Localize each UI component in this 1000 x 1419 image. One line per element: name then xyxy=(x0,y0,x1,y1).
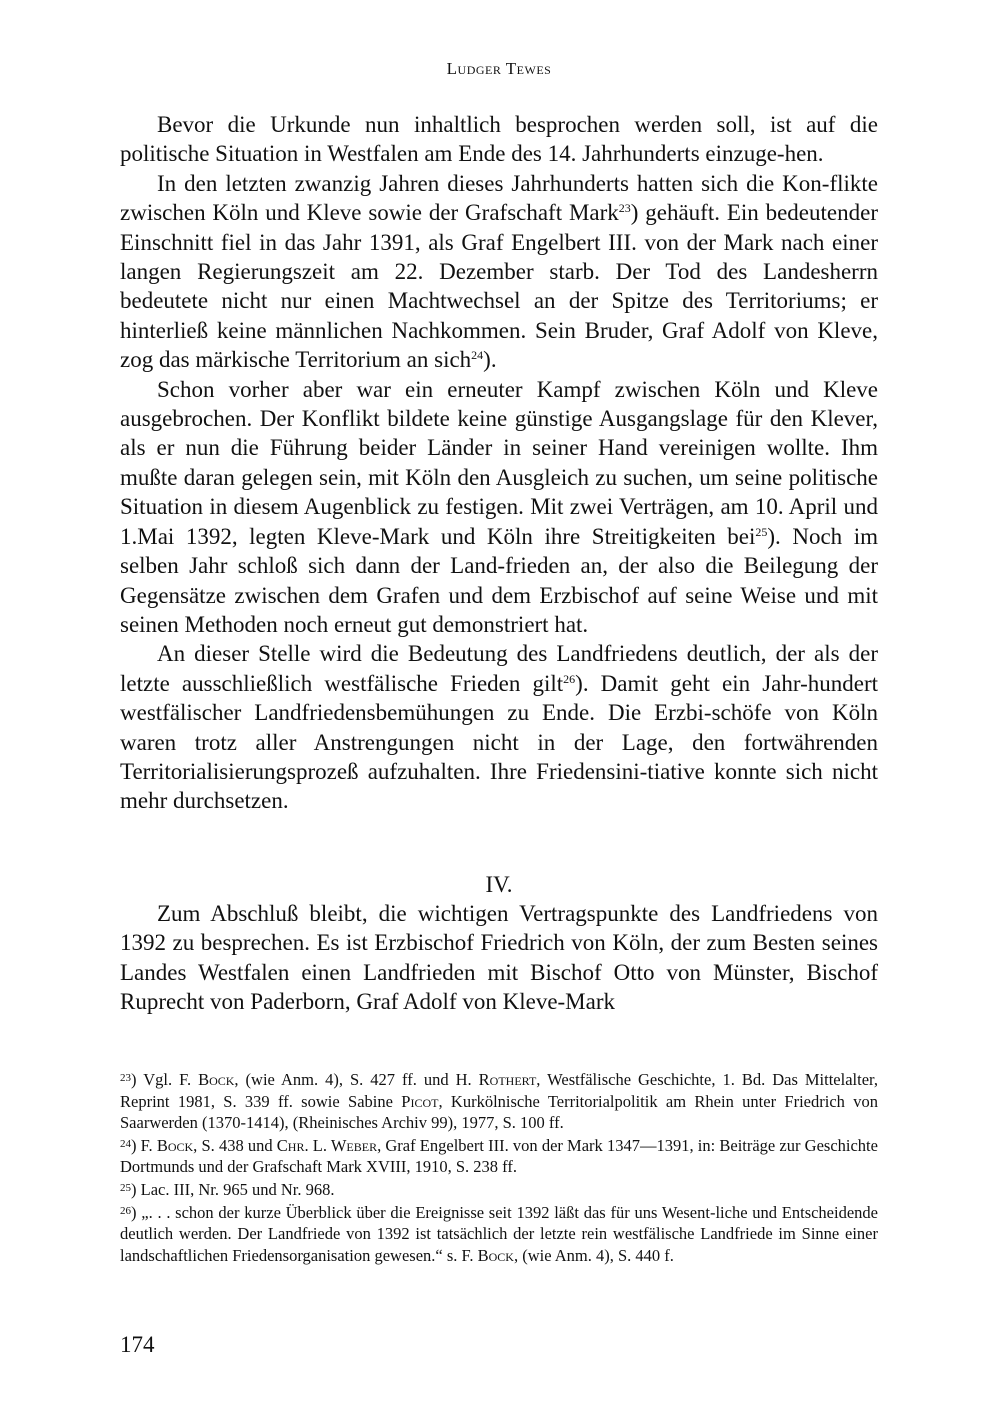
page-number: 174 xyxy=(120,1332,155,1357)
footnote-reference[interactable]: 24 xyxy=(471,348,484,363)
author-name: Bock xyxy=(198,1070,235,1089)
footnote xyxy=(120,1178,878,1201)
body-paragraph xyxy=(120,375,878,640)
author-name: Picot xyxy=(401,1091,439,1111)
body-paragraph xyxy=(120,169,878,375)
footnote-reference[interactable]: 25 xyxy=(755,524,768,539)
paragraph-text: An dieser Stelle wird die Bedeutung des Landfriedens deutlich, der als der letzte ausschließlich westfälische Frieden gilt xyxy=(120,641,878,696)
footnote-text: ) Lac. III, Nr. 965 und Nr. 968. xyxy=(131,1179,335,1199)
footnote-text: ) „. . . schon der kurze Überblick über die Ereignisse seit 1392 läßt das für uns Wesent-liche und Entscheidende deutlich werden. Der Landfriede von 1392 ist tatsächlich der letzte rein westfälische Landfriede im Sinne einer landschaftlichen Friedensorganisation gewesen.“ s. F. xyxy=(120,1202,878,1265)
footnote-reference[interactable]: 23 xyxy=(618,201,631,216)
footnote-marker: 25 xyxy=(120,1181,131,1194)
footnote xyxy=(120,1068,878,1134)
paragraph-text: ). Noch im selben Jahr schloß sich dann der Land-frieden an, der also die Beilegung der Gegensätze zwischen dem Grafen und dem Erzbischof auf seine Weise und mit seinen Methoden noch erneut gut demonstriert hat. xyxy=(120,523,878,637)
section-heading: IV. xyxy=(485,872,513,897)
paragraph-text: In den letzten zwanzig Jahren dieses Jahrhunderts hatten sich die Kon-flikte zwischen Köln und Kleve sowie der Grafschaft Mark xyxy=(120,170,878,226)
footnote-text: , Graf Engelbert III. von der Mark 1347—1391, in: Beiträge zur Geschichte Dortmunds und der Grafschaft Mark XVIII, 1910, S. 238 ff. xyxy=(120,1135,878,1177)
footnote-text: , S. 438 und xyxy=(193,1135,277,1155)
body-paragraph xyxy=(120,110,878,169)
footnotes xyxy=(120,1068,878,1266)
footnote-marker: 23 xyxy=(120,1072,131,1084)
paragraph-text: ) gehäuft. Ein bedeutender Einschnitt fiel in das Jahr 1391, als Graf Engelbert III. von der Mark nach einer langen Regierungszeit am 22. Dezember starb. Der Tod des Landesherrn bedeutete nicht nur einen Machtwechsel an der Spitze des Territoriums; er hinterließ keine männlichen Nachkommen. Sein Bruder, Graf Adolf von Kleve, zog das märkische Territorium an sich xyxy=(120,200,878,373)
paragraph-text: ). Damit geht ein Jahr-hundert westfälischer Landfriedensbemühungen zu Ende. Die Erzbi-schöfe von Köln waren trotz aller Anstrengungen nicht in der Lage, den fortwährenden Territorialisierungsprozeß aufzuhalten. Ihre Friedensini-tiative konnte sich nicht mehr durchsetzen. xyxy=(120,670,878,814)
author-name: Chr. L. Weber xyxy=(276,1135,378,1155)
section-paragraph: Zum Abschluß bleibt, die wichtigen Vertragspunkte des Landfriedens von 1392 zu besprechen. Es ist Erzbischof Friedrich von Köln, der zum Besten seines Landes Westfalen einen Landfrieden mit Bischof Otto von Münster, Bischof Ruprecht von Paderborn, Graf Adolf von Kleve-Mark xyxy=(120,901,878,1015)
paragraph-text: ). xyxy=(483,347,497,373)
footnote-text: , (wie Anm. 4), S. 440 f. xyxy=(513,1245,674,1265)
footnote-text: ) F. xyxy=(131,1135,157,1155)
body-paragraph xyxy=(120,639,878,815)
section-text xyxy=(120,899,878,1017)
author-name: Bock xyxy=(477,1245,514,1265)
footnote xyxy=(120,1134,878,1178)
body-text xyxy=(120,110,878,816)
footnote-text: , Kurkölnische Territorialpolitik am Rhein unter Friedrich von Saarwerden (1370-1414), (Rheinisches Archiv 99), 1977, S. 100 ff. xyxy=(120,1091,878,1133)
footnote-marker: 26 xyxy=(120,1204,131,1217)
paragraph-text: Schon vorher aber war ein erneuter Kampf zwischen Köln und Kleve ausgebrochen. Der Konflikt bildete keine günstige Ausgangslage für den Klever, als er nun die Führung beider Länder in seiner Hand vereinigen wollte. Ihm mußte daran gelegen sein, mit Köln den Ausgleich zu suchen, um seine politische Situation in diesem Augenblick zu festigen. Mit zwei Verträgen, am 10. April und 1.Mai 1392, legten Kleve-Mark und Köln ihre Streitigkeiten bei xyxy=(120,376,878,549)
author-name: Rothert xyxy=(478,1070,537,1089)
footnote-reference[interactable]: 26 xyxy=(563,671,576,686)
author-name: Bock xyxy=(156,1135,194,1155)
paragraph-text: Bevor die Urkunde nun inhaltlich besprochen werden soll, ist auf die politische Situation in Westfalen am Ende des 14. Jahrhunderts einzuge-hen. xyxy=(120,112,878,167)
footnote xyxy=(120,1201,878,1267)
footnote-text: , (wie Anm. 4), S. 427 ff. und H. xyxy=(234,1070,479,1089)
book-page xyxy=(120,0,878,1419)
running-head: Ludger Tewes xyxy=(446,59,552,78)
footnote-text: , Westfälische Geschichte, 1. Bd. Das Mittelalter, Reprint 1981, S. 339 ff. sowie Sabine xyxy=(120,1070,878,1111)
footnote-text: ) Vgl. F. xyxy=(131,1070,199,1089)
footnote-marker: 24 xyxy=(120,1137,131,1150)
